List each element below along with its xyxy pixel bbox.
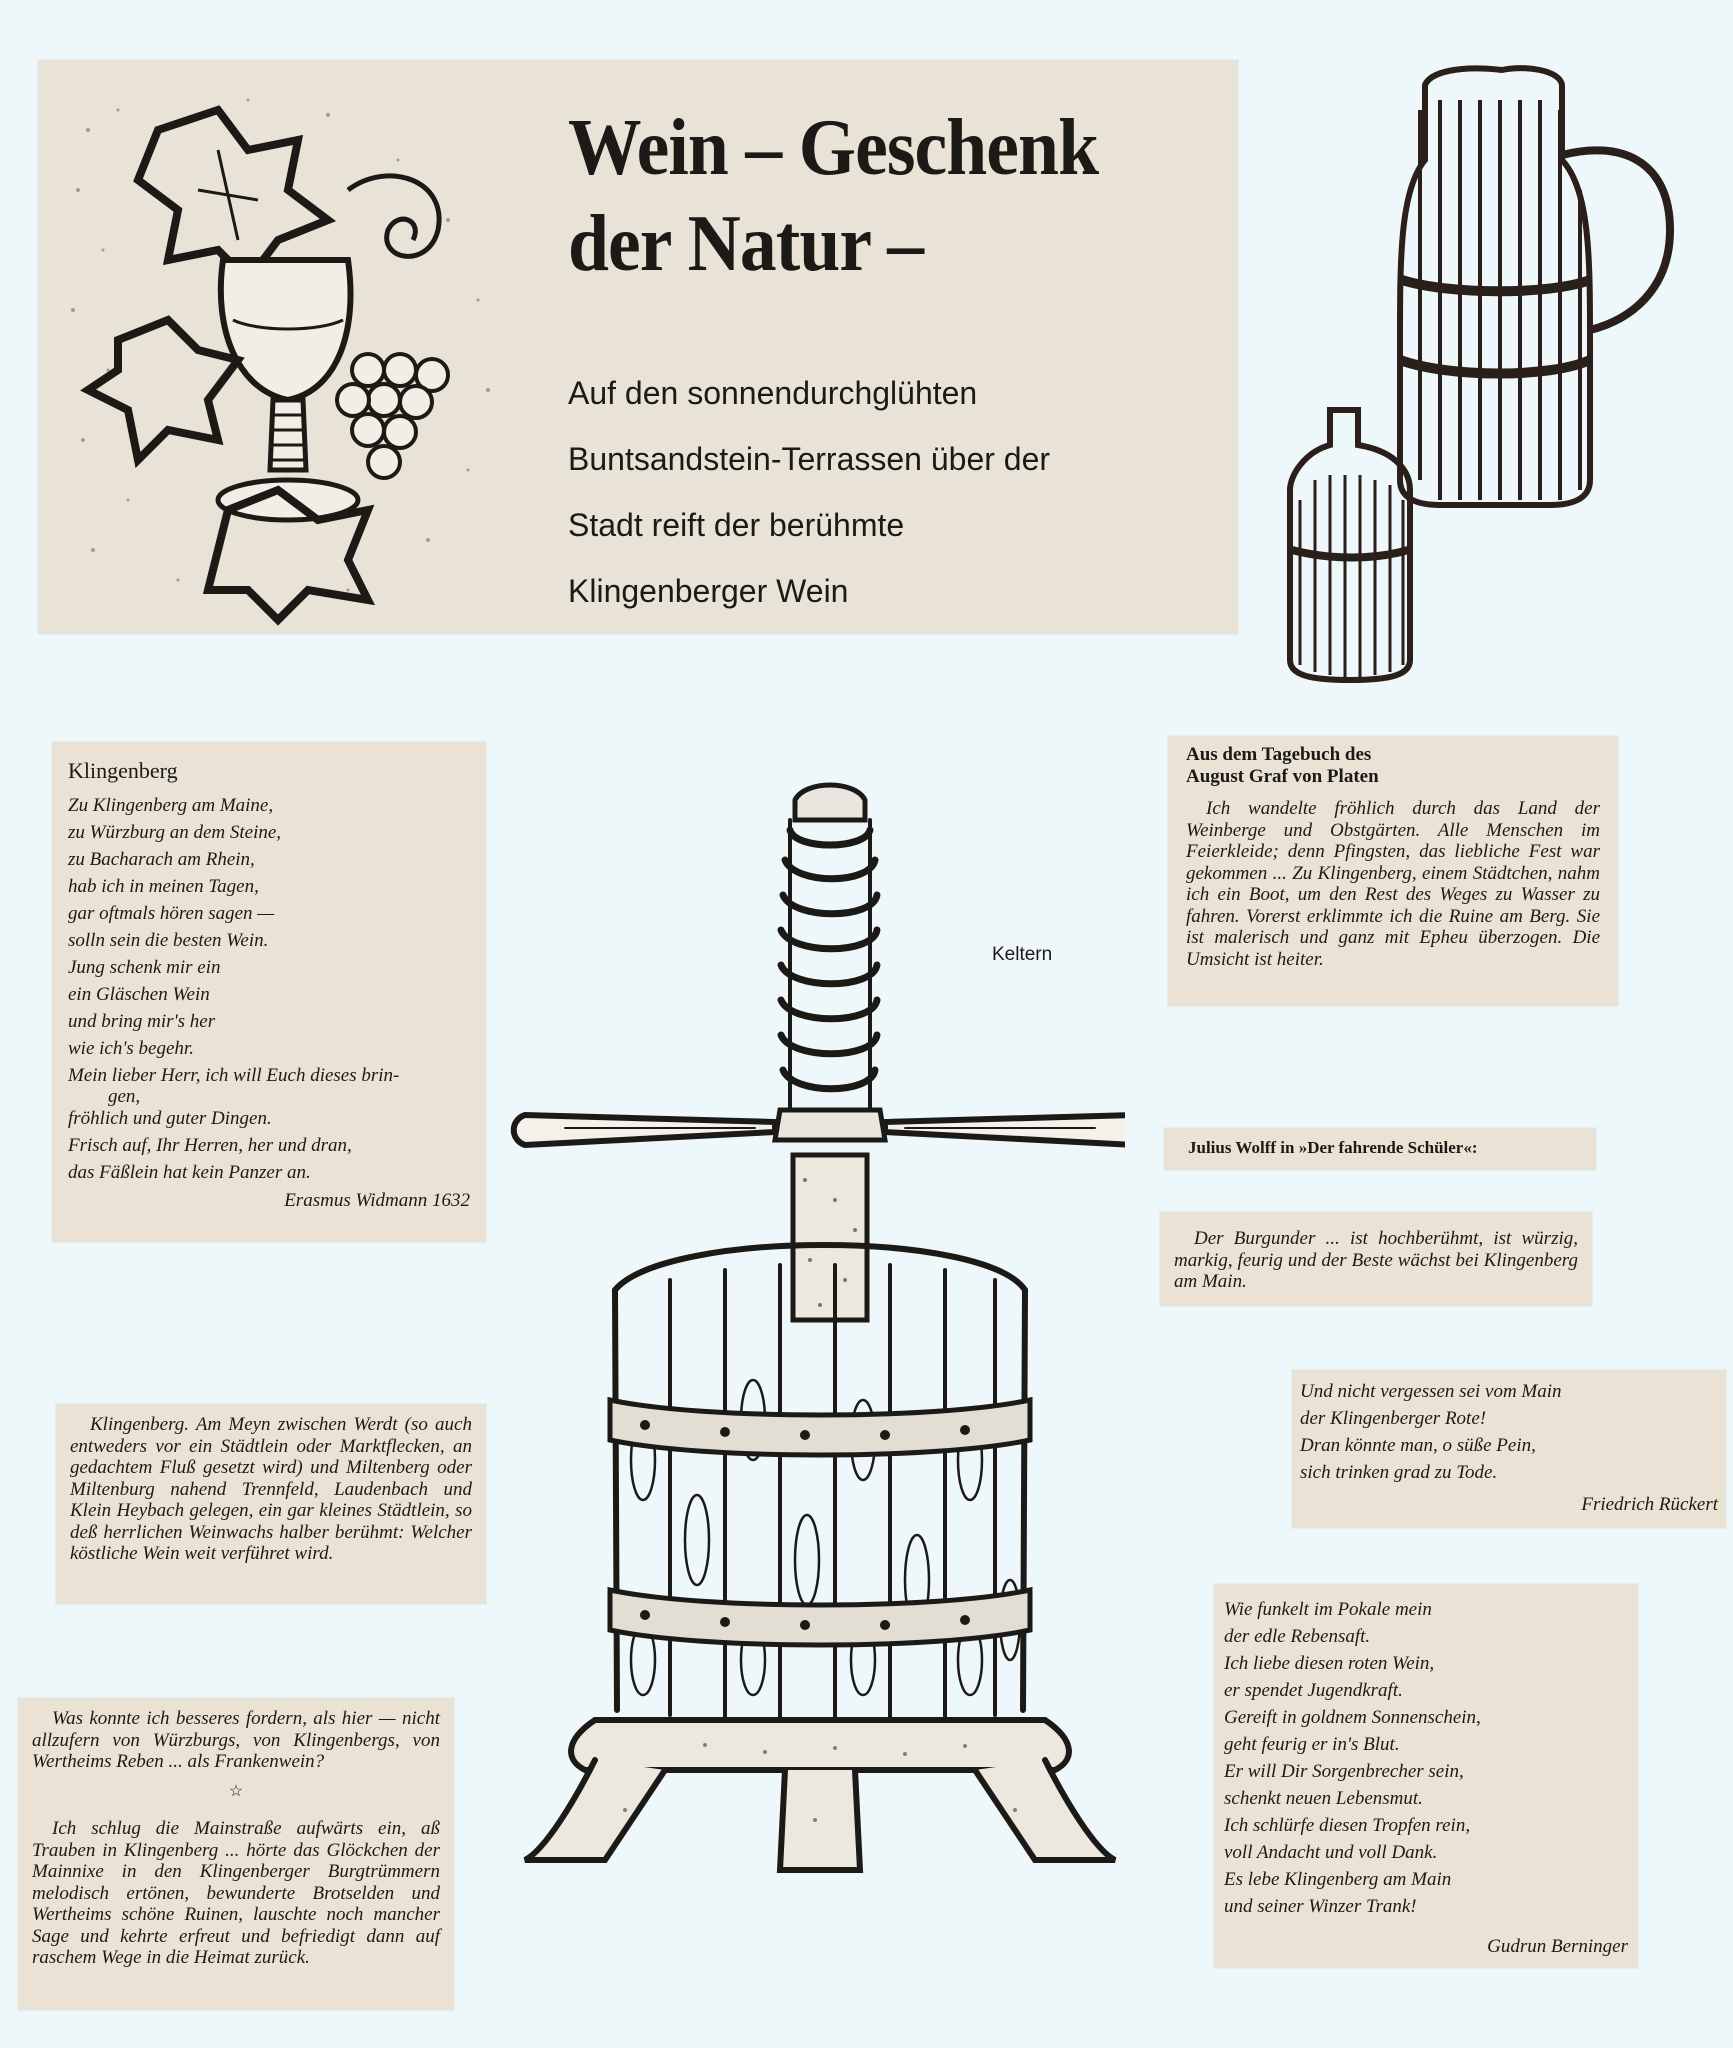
poem-line: der Klingenberger Rote! bbox=[1300, 1408, 1487, 1429]
clipping-platen bbox=[1168, 736, 1618, 1006]
press-caption: Keltern bbox=[992, 944, 1053, 965]
poem-line: der edle Rebensaft. bbox=[1224, 1626, 1371, 1647]
platen-heading-line: Aus dem Tagebuch des bbox=[1186, 744, 1372, 765]
fordern-para1: Was konnte ich besseres fordern, als hier — nicht allzufern von Würzburgs, von Klingenbergs, von Wertheims Reben ... als Frankenwein? bbox=[32, 1708, 440, 1772]
poem-line: solln sein die besten Wein. bbox=[68, 930, 269, 951]
subhead-line: Klingenberger Wein bbox=[568, 573, 849, 609]
poem-body bbox=[68, 792, 470, 1186]
poem-line: fröhlich und guter Dingen. bbox=[68, 1108, 272, 1129]
meyn-text: Klingenberg. Am Meyn zwischen Werdt (so auch entweders vor ein Städtlein oder Marktflecken, an gedachtem Fluß gesetzt wird) und Miltenberg oder Miltenburg nahend Trennfeld, Laudenbach und Klein Heybach gelegen, ein gar kleines Städtlein, so deß herrlichen Weinwachs halber berühmt: Welcher köstliche Wein weit verführet wird. bbox=[70, 1414, 472, 1564]
poem-line: wie ich's begehr. bbox=[68, 1038, 194, 1059]
poem-line: zu Würzburg an dem Steine, bbox=[68, 822, 282, 843]
clipping-wolff-text bbox=[1160, 1212, 1592, 1306]
poem-line: gen, bbox=[108, 1086, 141, 1107]
poem-line: Jung schenk mir ein bbox=[68, 957, 221, 978]
poem-line: Er will Dir Sorgenbrecher sein, bbox=[1224, 1761, 1464, 1782]
wolff-heading: Julius Wolff in »Der fahrende Schüler«: bbox=[1188, 1138, 1478, 1157]
poem-title: Klingenberg bbox=[68, 758, 178, 783]
clipping-widmann bbox=[52, 742, 486, 1242]
poem-line: Und nicht vergessen sei vom Main bbox=[1300, 1381, 1562, 1402]
subhead-line: Buntsandstein-Terrassen über der bbox=[568, 441, 1051, 477]
poem-line: und seiner Winzer Trank! bbox=[1224, 1896, 1417, 1917]
platen-heading-line: August Graf von Platen bbox=[1186, 766, 1379, 787]
clipping-meyn bbox=[56, 1404, 486, 1604]
poem-line: schenkt neuen Lebensmut. bbox=[1224, 1788, 1423, 1809]
poem-line: Es lebe Klingenberg am Main bbox=[1224, 1869, 1452, 1890]
wine-glass-grapes-illustration bbox=[48, 70, 518, 630]
poem-author: Friedrich Rückert bbox=[1581, 1494, 1718, 1515]
poem-author: Gudrun Berninger bbox=[1487, 1936, 1628, 1957]
poem-line: zu Bacharach am Rhein, bbox=[68, 849, 255, 870]
clipping-berninger bbox=[1214, 1584, 1638, 1968]
wolff-text: Der Burgunder ... ist hochberühmt, ist würzig, markig, feurig und der Beste wächst bei Klingenberg am Main. bbox=[1174, 1228, 1578, 1292]
fordern-para2: Ich schlug die Mainstraße aufwärts ein, aß Trauben in Klingenberg ... hörte das Glöckchen der Mainnixe in den Klingenberger Burgtrümmern melodisch ertönen, bewunderte Brotselden und Wertheims schöne Ruinen, lauschte noch mancher Sage und kehrte erfreut und befriedigt dann auf raschem Wege in die Heimat zurück. bbox=[32, 1818, 440, 1968]
poem-line: ein Gläschen Wein bbox=[68, 984, 210, 1005]
poem-line: Ich schlürfe diesen Tropfen rein, bbox=[1224, 1815, 1471, 1836]
poem-line: voll Andacht und voll Dank. bbox=[1224, 1842, 1438, 1863]
poem-line: Wie funkelt im Pokale mein bbox=[1224, 1599, 1432, 1620]
clipping-wolff-heading bbox=[1164, 1128, 1596, 1170]
clipping-fordern bbox=[18, 1698, 454, 2010]
poem-line: Ich liebe diesen roten Wein, bbox=[1224, 1653, 1435, 1674]
subhead-line: Stadt reift der berühmte bbox=[568, 507, 905, 543]
poem-line: er spendet Jugendkraft. bbox=[1224, 1680, 1403, 1701]
poem-line: gar oftmals hören sagen — bbox=[68, 903, 275, 924]
subhead-line: Auf den sonnendurchglühten bbox=[568, 375, 978, 411]
clipping-rueckert bbox=[1292, 1370, 1726, 1528]
headline: Wein – Geschenk der Natur – bbox=[568, 104, 1099, 288]
poem-line: Mein lieber Herr, ich will Euch dieses brin- bbox=[68, 1065, 400, 1086]
poem-line: hab ich in meinen Tagen, bbox=[68, 876, 259, 897]
poem-line: geht feurig er in's Blut. bbox=[1224, 1734, 1400, 1755]
subhead bbox=[568, 360, 1228, 624]
poem-line: sich trinken grad zu Tode. bbox=[1300, 1462, 1498, 1483]
poem-line: und bring mir's her bbox=[68, 1011, 216, 1032]
poem-line: Gereift in goldnem Sonnenschein, bbox=[1224, 1707, 1481, 1728]
poem-line: Dran könnte man, o süße Pein, bbox=[1300, 1435, 1536, 1456]
wicker-jugs-illustration bbox=[1250, 60, 1690, 700]
header-clipping bbox=[38, 60, 1238, 634]
poem-author: Erasmus Widmann 1632 bbox=[284, 1190, 470, 1211]
platen-text: Ich wandelte fröhlich durch das Land der Weinberge und Obstgärten. Alle Menschen im Feierkleide; denn Pfingsten, das liebliche Fest war gekommen ... Zu Klingenberg, einem Städtchen, nahm ich ein Boot, um den Rest des Weges zu Wasser zu fahren. Vorerst erklimmte ich die Ruine am Berg. Sie ist malerisch und ganz mit Epheu überzogen. Die Umsicht ist heiter. bbox=[1186, 798, 1600, 970]
poem-line: Frisch auf, Ihr Herren, her und dran, bbox=[68, 1135, 352, 1156]
poem-line: Zu Klingenberg am Maine, bbox=[68, 795, 274, 816]
poem-line: das Fäßlein hat kein Panzer an. bbox=[68, 1162, 311, 1183]
wine-press-illustration bbox=[505, 760, 1125, 1880]
star-separator: ☆ bbox=[228, 1782, 244, 1800]
